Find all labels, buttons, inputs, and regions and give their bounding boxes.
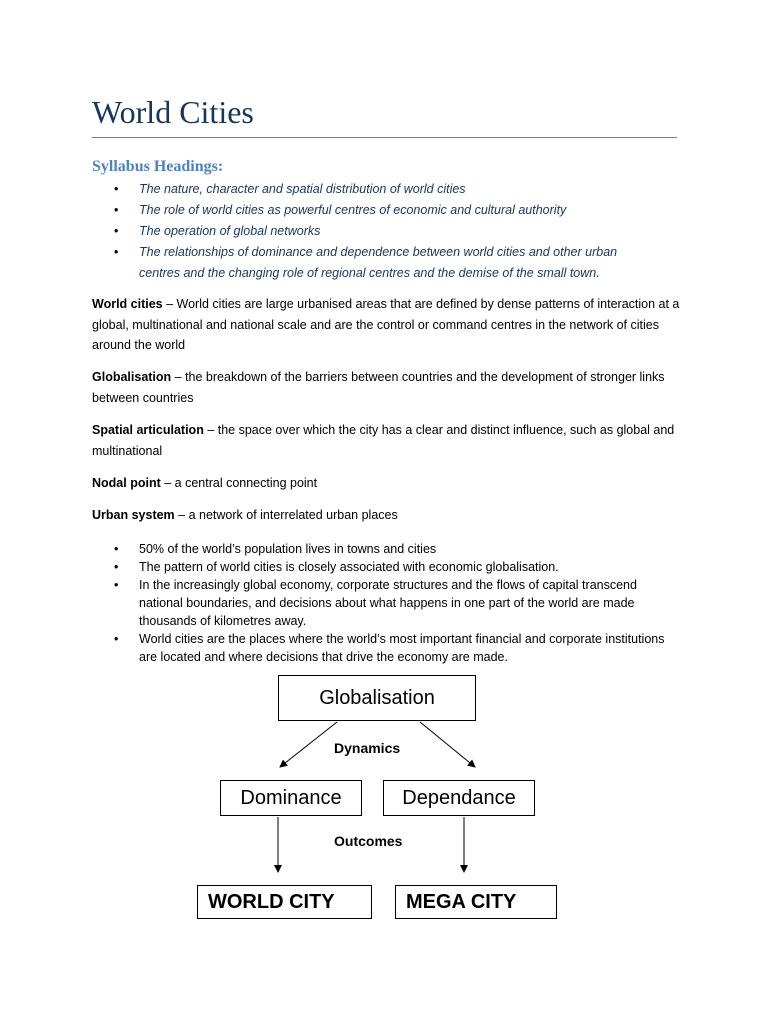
dependance-label: Dependance [402,786,516,809]
definition-text: – a central connecting point [160,476,318,490]
world-city-label: WORLD CITY [208,890,335,913]
definition-term: Nodal point [92,476,161,490]
fact-item: • 50% of the world’s population lives in towns and cities [114,540,674,558]
definition-text: – a network of interrelated urban places [174,508,398,522]
syllabus-item: • The operation of global networks [114,221,634,242]
syllabus-item: • The role of world cities as powerful centres of economic and cultural authority [114,200,634,221]
outcomes-label: Outcomes [334,833,403,849]
definition-term: Urban system [92,508,175,522]
definition-text: – the breakdown of the barriers between countries and the development of stronger links between countries [92,370,665,405]
syllabus-heading: Syllabus Headings: [92,158,224,175]
globalisation-label: Globalisation [319,686,435,709]
definition-term: Globalisation [92,370,172,384]
fact-item: • In the increasingly global economy, corporate structures and the flows of capital transcend national boundaries, and decisions about what happens in one part of the world are made thousands of kilometres away. [114,576,674,630]
globalisation-box [278,675,476,721]
arrow-to-dependance [420,722,475,767]
syllabus-item: • The nature, character and spatial distribution of world cities [114,179,634,200]
dependance-box [383,780,535,816]
arrow-to-dominance [280,722,337,767]
dynamics-label: Dynamics [334,740,401,756]
definition-text: – the space over which the city has a clear and distinct influence, such as global and multinational [92,423,675,458]
page-title: World Cities [92,94,254,130]
world-city-box [197,885,372,919]
definition-term: World cities [92,297,163,311]
dominance-box [220,780,362,816]
mega-city-label: MEGA CITY [406,890,517,913]
definition-term: Spatial articulation [92,423,204,437]
dominance-label: Dominance [240,786,342,809]
fact-item: • World cities are the places where the world’s most important financial and corporate institutions are located and where decisions that drive the economy are made. [114,630,674,666]
mega-city-box [395,885,557,919]
fact-item: • The pattern of world cities is closely associated with economic globalisation. [114,558,674,576]
syllabus-item: • The relationships of dominance and dependence between world cities and other urban centres and the changing role of regional centres and the demise of the small town. [114,242,634,284]
definition-text: – World cities are large urbanised areas that are defined by dense patterns of interaction at a global, multinational and national scale and are the control or command centres in the network of cities around the world [92,297,680,352]
